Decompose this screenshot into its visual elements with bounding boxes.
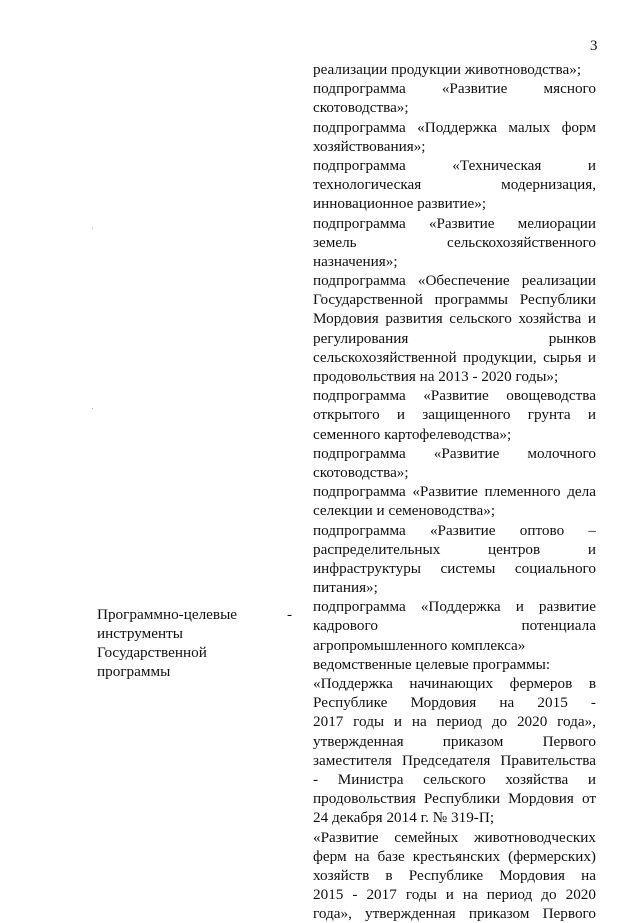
text-line: агропромышленного комплекса» bbox=[313, 636, 526, 654]
text-line: года», утвержденная приказом Первого bbox=[313, 905, 596, 923]
text-line: подпрограмма «Развитие племенного дела bbox=[313, 483, 596, 501]
label-line: инструменты bbox=[97, 625, 183, 642]
subprograms-list bbox=[313, 60, 596, 923]
text-line: семенного картофелеводства»; bbox=[313, 425, 512, 443]
text-line: распределительных центров и bbox=[313, 540, 596, 558]
text-line: реализации продукции животноводства»; bbox=[313, 61, 582, 78]
text-line: Республике Мордовия на 2015 - bbox=[313, 694, 596, 712]
text-line: скотоводства»; bbox=[313, 99, 409, 117]
text-line: Мордовия развития сельского хозяйства и bbox=[313, 310, 596, 328]
text-line: подпрограмма «Поддержка и развитие bbox=[313, 598, 596, 616]
label-line: Программно-целевые bbox=[97, 606, 238, 623]
text-line: Государственной программы Республики bbox=[313, 291, 596, 309]
scan-speck bbox=[92, 228, 93, 229]
text-line: хозяйств в Республике Мордовия на bbox=[313, 866, 596, 884]
text-line: хозяйствования»; bbox=[313, 137, 426, 155]
text-line: питания»; bbox=[313, 579, 378, 597]
text-line: продовольствия на 2013 - 2020 годы»; bbox=[313, 368, 559, 385]
text-line: 24 декабря 2014 г. № 319-П; bbox=[313, 809, 495, 827]
text-line: подпрограмма «Поддержка малых форм bbox=[313, 118, 596, 136]
text-line: подпрограмма «Развитие оптово – bbox=[313, 521, 596, 539]
text-line: сельскохозяйственной продукции, сырья и bbox=[313, 348, 596, 366]
text-line: ведомственные целевые программы: bbox=[313, 655, 551, 673]
program-instruments-label bbox=[97, 605, 237, 681]
label-line: Государственной bbox=[97, 644, 207, 661]
text-line: подпрограмма «Развитие овощеводства bbox=[313, 387, 596, 405]
page-number: 3 bbox=[590, 38, 598, 54]
text-line: заместителя Председателя Правительства bbox=[313, 751, 596, 769]
text-line: подпрограмма «Развитие мясного bbox=[313, 80, 596, 98]
text-line: «Поддержка начинающих фермеров в bbox=[313, 675, 596, 692]
text-line: 2017 годы и на период до 2020 года», bbox=[313, 713, 596, 731]
label-line: программы bbox=[97, 663, 171, 680]
text-line: ферм на базе крестьянских (фермерских) bbox=[313, 847, 596, 865]
text-line: подпрограмма «Техническая и bbox=[313, 156, 596, 174]
text-line: регулирования рынков bbox=[313, 329, 596, 347]
text-line: подпрограмма «Развитие мелиорации bbox=[313, 214, 596, 232]
text-line: селекции и семеноводства»; bbox=[313, 502, 496, 520]
text-line: земель сельскохозяйственного bbox=[313, 233, 596, 251]
text-line: утвержденная приказом Первого bbox=[313, 732, 596, 750]
text-line: открытого и защищенного грунта и bbox=[313, 406, 596, 424]
text-line: подпрограмма «Обеспечение реализации bbox=[313, 272, 596, 290]
text-line: «Развитие семейных животноводческих bbox=[313, 828, 596, 846]
separator-dash: - bbox=[287, 606, 293, 623]
text-line: скотоводства»; bbox=[313, 463, 409, 481]
text-line: кадрового потенциала bbox=[313, 617, 596, 635]
text-line: инфраструктуры системы социального bbox=[313, 559, 596, 577]
text-line: назначения»; bbox=[313, 252, 398, 270]
text-line: 2015 - 2017 годы и на период до 2020 bbox=[313, 886, 596, 904]
text-line: технологическая модернизация, bbox=[313, 176, 596, 194]
text-line: продовольствия Республики Мордовия от bbox=[313, 790, 596, 808]
text-line: - Министра сельского хозяйства и bbox=[313, 770, 596, 788]
text-line: инновационное развитие»; bbox=[313, 195, 487, 213]
scan-speck bbox=[92, 408, 93, 409]
text-line: подпрограмма «Развитие молочного bbox=[313, 444, 596, 462]
